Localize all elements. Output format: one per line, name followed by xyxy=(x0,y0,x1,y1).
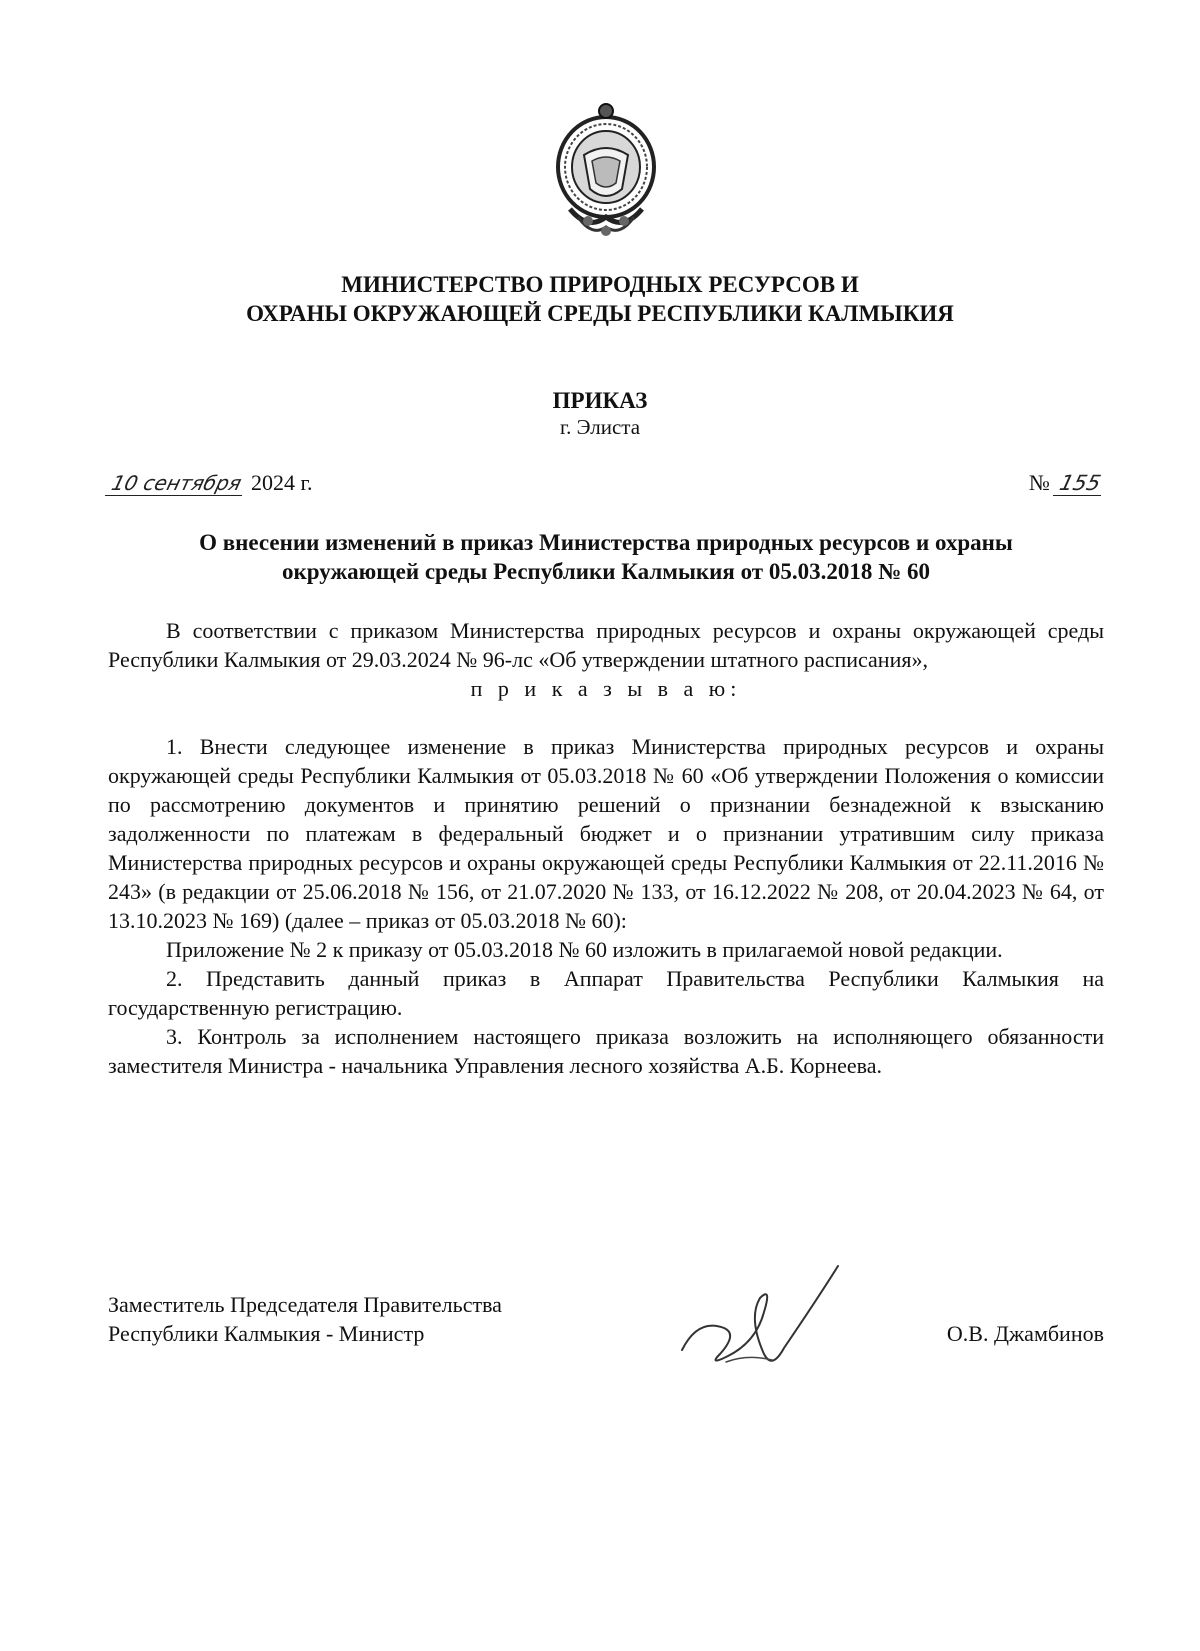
document-date xyxy=(108,470,312,496)
item-2-paragraph: 2. Представить данный приказ в Аппарат Правительства Республики Калмыкия на государственную регистрацию. xyxy=(108,966,1104,1020)
signer-position-line-2: Республики Калмыкия - Министр xyxy=(108,1321,425,1346)
signer-name: О.В. Джамбинов xyxy=(946,1321,1104,1346)
document-subject xyxy=(108,528,1104,586)
handwritten-date: 10 сентября xyxy=(105,471,248,496)
preamble-paragraph: В соответствии с приказом Министерства природных ресурсов и охраны окружающей среды Республики Калмыкия от 29.03.2024 № 96-лс «Об утверждении штатного расписания», xyxy=(108,618,1104,672)
number-label: № xyxy=(1028,470,1050,495)
item-3-paragraph: 3. Контроль за исполнением настоящего приказа возложить на исполняющего обязанности заместителя Министра - начальника Управления лесного хозяйства А.Б. Корнеева. xyxy=(108,1024,1104,1078)
handwritten-number: 155 xyxy=(1053,471,1107,496)
orders-word: п р и к а з ы в а ю: xyxy=(470,676,742,701)
signer-position xyxy=(108,1290,502,1348)
subject-line-1: О внесении изменений в приказ Министерства природных ресурсов и охраны xyxy=(199,530,1013,555)
signature-block xyxy=(108,1290,1104,1380)
document-type: ПРИКАЗ xyxy=(552,388,648,413)
signer-position-line-1: Заместитель Председателя Правительства xyxy=(108,1292,502,1317)
ministry-line-1: МИНИСТЕРСТВО ПРИРОДНЫХ РЕСУРСОВ И xyxy=(341,272,859,297)
date-number-row xyxy=(108,466,1104,502)
item-1-sub-paragraph: Приложение № 2 к приказу от 05.03.2018 № 60 изложить в прилагаемой новой редакции. xyxy=(166,937,1003,962)
subject-line-2: окружающей среды Республики Калмыкия от 05.03.2018 № 60 xyxy=(282,559,930,584)
handwritten-signature-icon xyxy=(668,1258,888,1378)
ministry-name xyxy=(0,270,1200,328)
document-body xyxy=(108,616,1104,1080)
date-year: 2024 г. xyxy=(250,470,313,495)
coat-of-arms-icon xyxy=(548,97,664,243)
document-city: г. Элиста xyxy=(559,415,641,439)
item-1-paragraph: 1. Внести следующее изменение в приказ Министерства природных ресурсов и охраны окружающей среды Республики Калмыкия от 05.03.2018 № 60 «Об утверждении Положения о комиссии по рассмотрению документов и принятию решений о признании безнадежной к взысканию задолженности по платежам в федеральный бюджет и о признании утратившим силу приказа Министерства природных ресурсов и охраны окружающей среды Республики Калмыкия от 22.11.2016 № 243» (в редакции от 25.06.2018 № 156, от 21.07.2020 № 133, от 16.12.2022 № 208, от 20.04.2023 № 64, от 13.10.2023 № 169) (далее – приказ от 05.03.2018 № 60): xyxy=(108,734,1104,933)
ministry-line-2: ОХРАНЫ ОКРУЖАЮЩЕЙ СРЕДЫ РЕСПУБЛИКИ КАЛМЫКИЯ xyxy=(246,301,954,326)
document-number xyxy=(1029,470,1104,496)
